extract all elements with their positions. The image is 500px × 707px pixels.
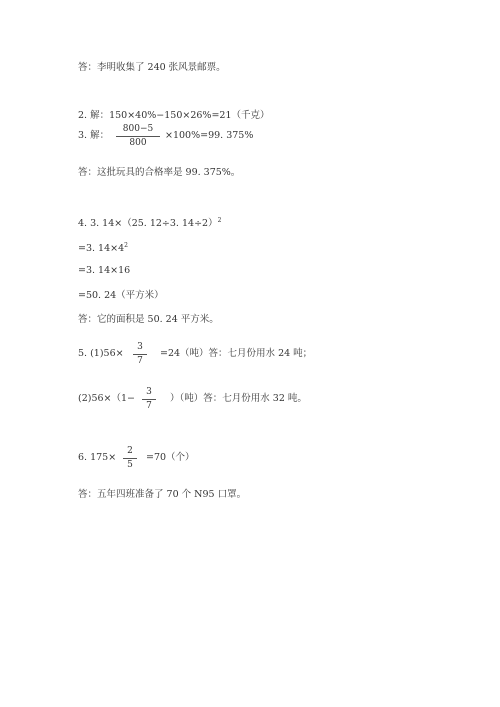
solution-6-suffix: =70（个）: [146, 452, 195, 463]
solution-4-line-1-main: 4. 3. 14×（25. 12÷3. 14÷2）: [78, 218, 218, 229]
fraction-denominator: 800: [129, 138, 147, 148]
solution-4-line-2-main: =3. 14×4: [78, 243, 125, 254]
fraction-numerator: 800−5: [122, 124, 154, 134]
solution-4-line-4: =50. 24（平方米）: [78, 290, 164, 301]
fraction-bar: [133, 354, 147, 355]
solution-6-prefix: 6. 175×: [78, 452, 117, 463]
fraction-bar: [116, 136, 160, 137]
answer-6-text: 答：五年四班准备了 70 个 N95 口罩。: [78, 489, 247, 500]
answer-1-text: 答：李明收集了 240 张风景邮票。: [78, 62, 226, 73]
fraction-denominator: 7: [146, 401, 152, 411]
solution-3-prefix: 3. 解：: [78, 130, 110, 141]
answer-3-text: 答：这批玩具的合格率是 99. 375%。: [78, 167, 241, 178]
fraction-numerator: 3: [146, 387, 152, 397]
solution-2-text: 2. 解：150×40%−150×26%=21（千克）: [78, 110, 270, 121]
solution-6-fraction: [123, 446, 137, 471]
solution-5-2-suffix: ）（吨）答：七月份用水 32 吨。: [170, 393, 307, 404]
solution-3-fraction: [116, 124, 160, 149]
solution-3-suffix: ×100%=99. 375%: [165, 130, 254, 141]
solution-4-line-1-exponent: 2: [217, 217, 222, 224]
solution-4-line-2-exponent: 2: [124, 242, 128, 249]
solution-4-line-1: [78, 215, 221, 230]
solution-4-line-2: [78, 240, 128, 255]
fraction-numerator: 2: [127, 446, 133, 456]
fraction-denominator: 7: [137, 356, 143, 366]
fraction-bar: [123, 458, 137, 459]
answer-4-text: 答：它的面积是 50. 24 平方米。: [78, 314, 219, 325]
solution-5-1-prefix: 5. (1)56×: [78, 348, 124, 359]
solution-5-2-prefix: (2)56×（1−: [78, 393, 136, 404]
fraction-bar: [142, 399, 156, 400]
fraction-denominator: 5: [127, 460, 133, 470]
solution-4-line-3: =3. 14×16: [78, 265, 131, 276]
solution-5-2-fraction: [142, 387, 156, 412]
solution-5-1-suffix: =24（吨）答：七月份用水 24 吨；: [160, 348, 313, 359]
solution-5-1-fraction: [133, 342, 147, 367]
fraction-numerator: 3: [137, 342, 143, 352]
